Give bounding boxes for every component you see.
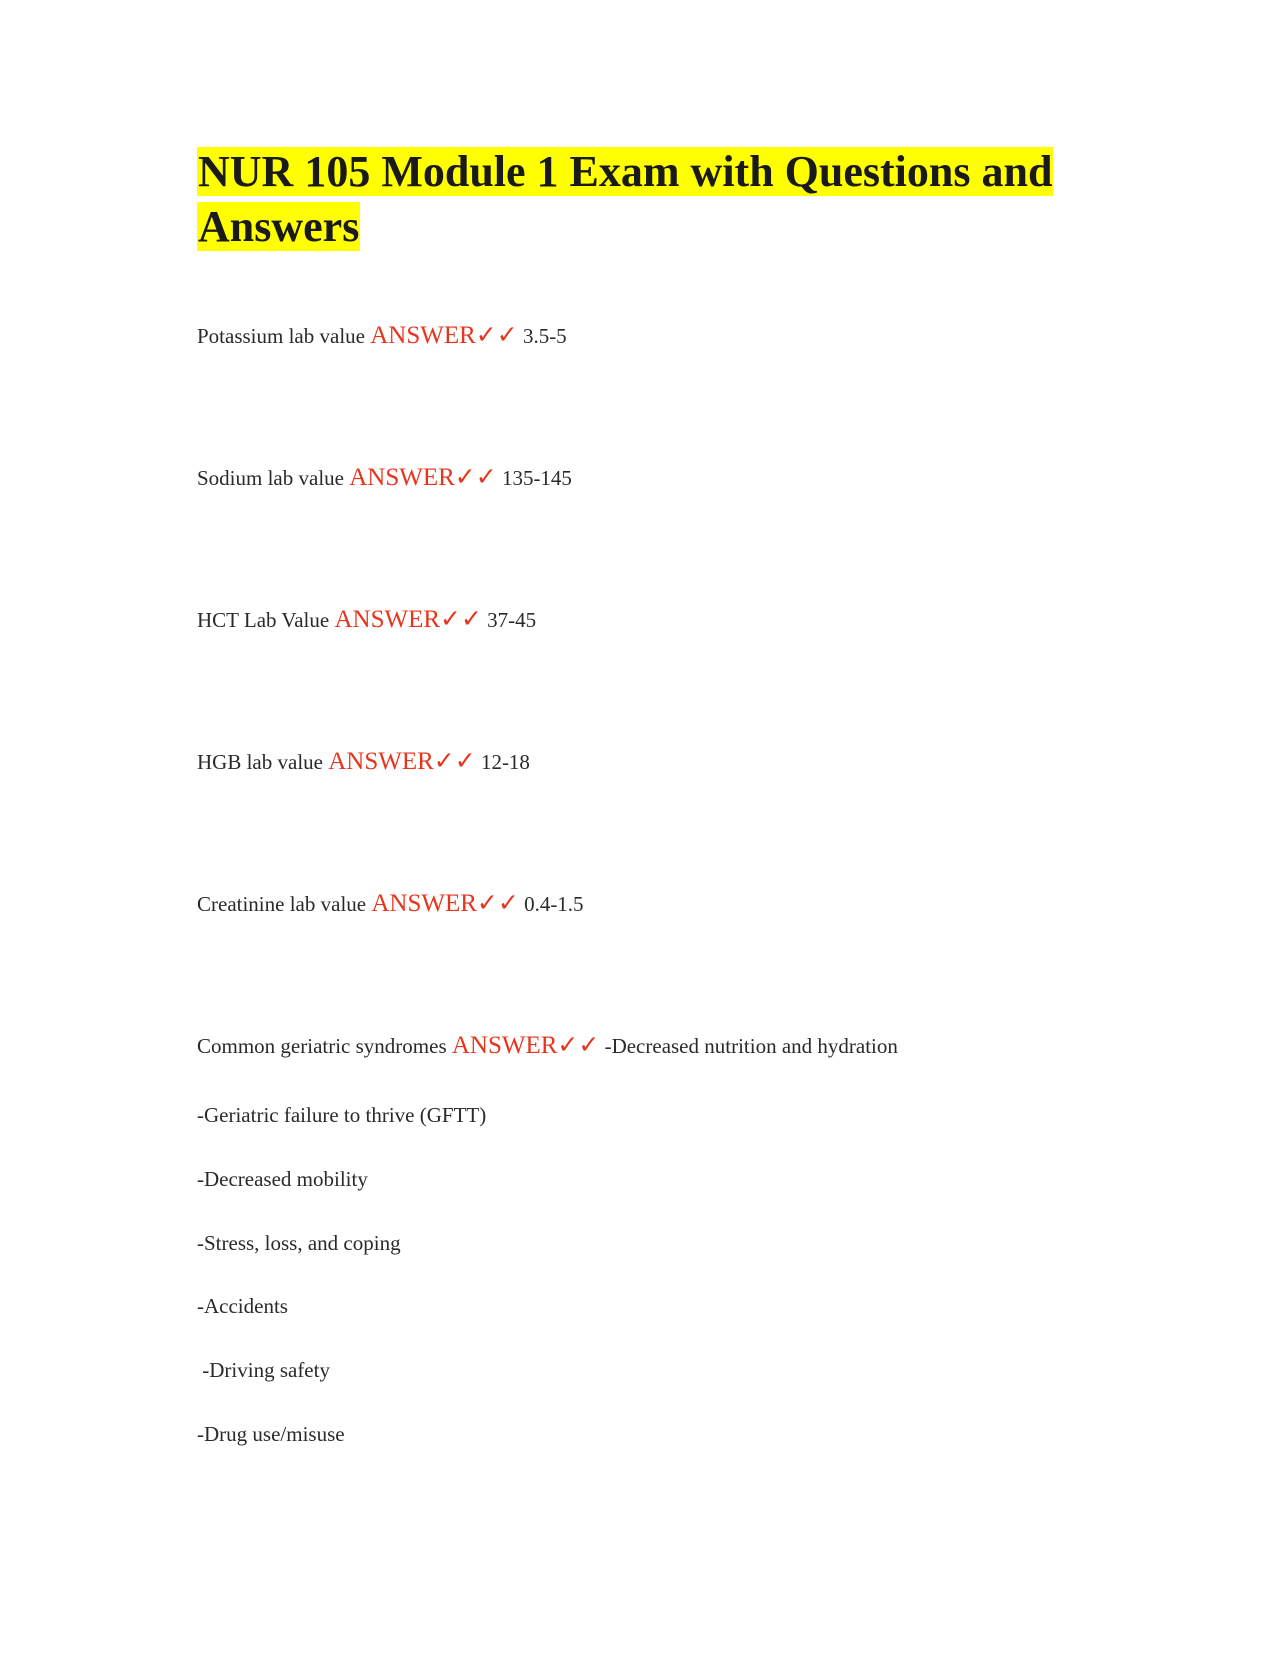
- answer-text: 3.5-5: [522, 324, 567, 348]
- list-item: -Decreased mobility: [197, 1167, 368, 1191]
- qa-item-hct: [197, 606, 536, 634]
- answer-marker: ANSWER✓✓: [328, 748, 476, 775]
- answer-text: 0.4-1.5: [524, 892, 584, 916]
- answer-marker: ANSWER✓✓: [371, 890, 519, 917]
- qa-item-geriatric-syndromes: [197, 1032, 898, 1060]
- qa-item-hgb: [197, 748, 530, 776]
- question-text: Common geriatric syndromes: [197, 1034, 447, 1058]
- answer-marker: ANSWER✓✓: [334, 606, 482, 633]
- answer-marker: ANSWER✓✓: [451, 1032, 600, 1059]
- answer-marker: ANSWER✓✓: [349, 464, 497, 491]
- answer-text: 135-145: [501, 466, 572, 490]
- answer-text: 37-45: [487, 608, 537, 632]
- qa-item-creatinine: [197, 890, 584, 918]
- document-title: [197, 144, 1097, 254]
- answer-text: 12-18: [480, 750, 530, 774]
- list-item: -Accidents: [197, 1294, 288, 1318]
- answer-marker: ANSWER✓✓: [370, 322, 518, 349]
- question-text: Sodium lab value: [197, 466, 344, 490]
- qa-item-potassium: [197, 322, 567, 350]
- list-item: -Stress, loss, and coping: [197, 1231, 401, 1255]
- list-item: -Geriatric failure to thrive (GFTT): [197, 1103, 487, 1127]
- question-text: Creatinine lab value: [197, 892, 367, 916]
- question-text: HCT Lab Value: [197, 608, 330, 632]
- answer-text: -Decreased nutrition and hydration: [604, 1034, 898, 1058]
- question-text: HGB lab value: [197, 750, 323, 774]
- list-item: -Drug use/misuse: [197, 1422, 345, 1446]
- question-text: Potassium lab value: [197, 324, 365, 348]
- list-item: -Driving safety: [197, 1358, 330, 1382]
- qa-item-sodium: [197, 464, 572, 492]
- title-highlight: NUR 105 Module 1 Exam with Questions and Answers: [198, 147, 1053, 251]
